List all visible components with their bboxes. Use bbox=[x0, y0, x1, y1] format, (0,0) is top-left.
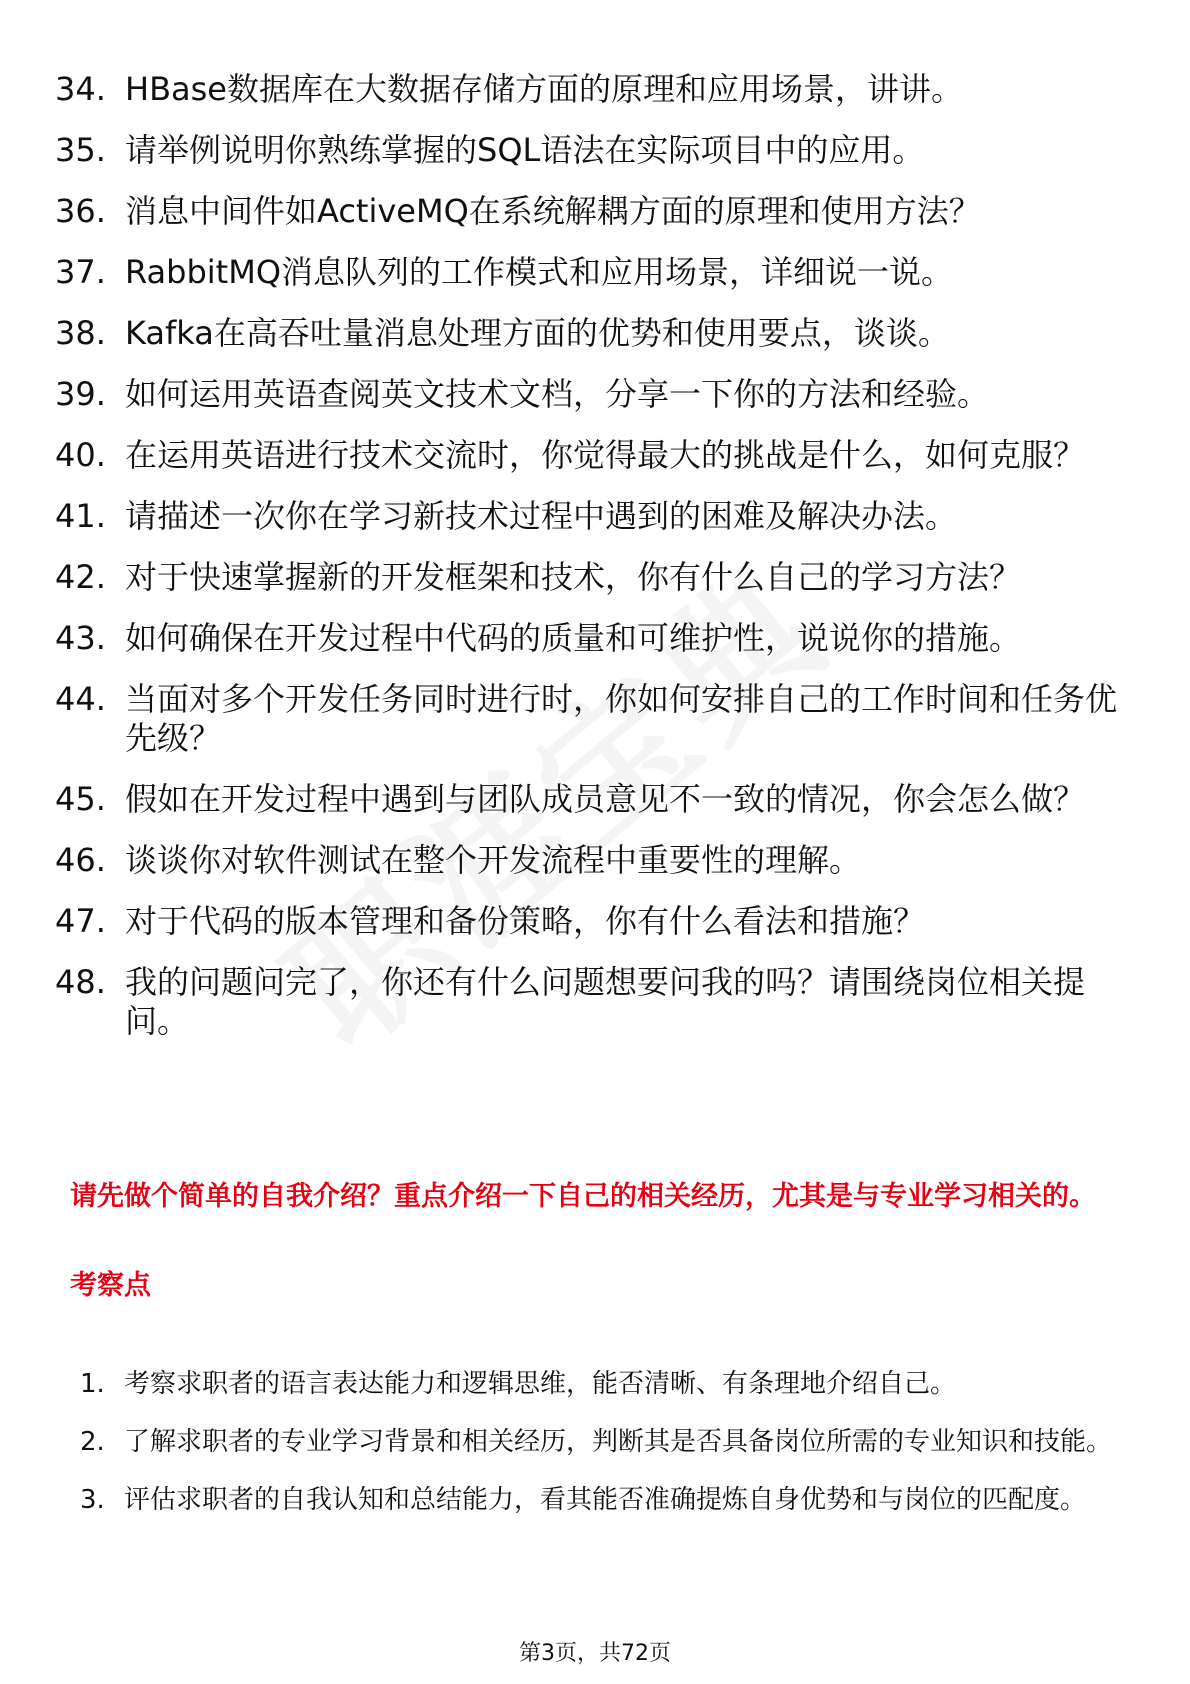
list-item bbox=[80, 1413, 1130, 1471]
list-item bbox=[55, 253, 1135, 292]
item-number: 39. bbox=[55, 375, 106, 413]
item-number: 34. bbox=[55, 70, 106, 108]
list-item bbox=[55, 131, 1135, 170]
list-item bbox=[55, 497, 1135, 536]
question-list bbox=[55, 70, 1135, 1063]
item-number: 45. bbox=[55, 780, 106, 818]
list-item bbox=[55, 558, 1135, 597]
list-item bbox=[55, 70, 1135, 109]
item-text: 对于快速掌握新的开发框架和技术，你有什么自己的学习方法？ bbox=[125, 558, 1022, 596]
item-text: 谈谈你对软件测试在整个开发流程中重要性的理解。 bbox=[125, 841, 862, 879]
item-text: HBase数据库在大数据存储方面的原理和应用场景，讲讲。 bbox=[125, 70, 963, 108]
list-item bbox=[55, 314, 1135, 353]
list-item bbox=[55, 963, 1135, 1041]
item-text: 如何运用英语查阅英文技术文档，分享一下你的方法和经验。 bbox=[125, 375, 990, 413]
list-item bbox=[55, 619, 1135, 658]
item-text: 考察求职者的语言表达能力和逻辑思维，能否清晰、有条理地介绍自己。 bbox=[124, 1369, 957, 1399]
item-text: 评估求职者的自我认知和总结能力，看其能否准确提炼自身优势和与岗位的匹配度。 bbox=[124, 1485, 1087, 1515]
list-item bbox=[55, 375, 1135, 414]
item-number: 35. bbox=[55, 131, 106, 169]
item-text: 当面对多个开发任务同时进行时，你如何安排自己的工作时间和任务优先级？ bbox=[125, 680, 1118, 757]
item-number: 2. bbox=[80, 1427, 105, 1457]
item-number: 44. bbox=[55, 680, 106, 718]
item-text: Kafka在高吞吐量消息处理方面的优势和使用要点，谈谈。 bbox=[125, 314, 950, 352]
item-text: 假如在开发过程中遇到与团队成员意见不一致的情况，你会怎么做？ bbox=[125, 780, 1086, 818]
list-item bbox=[55, 780, 1135, 819]
item-number: 47. bbox=[55, 902, 106, 940]
page-footer: 第3页，共72页 bbox=[519, 1641, 671, 1666]
item-text: 如何确保在开发过程中代码的质量和可维护性，说说你的措施。 bbox=[125, 619, 1022, 657]
item-number: 36. bbox=[55, 192, 106, 230]
item-number: 43. bbox=[55, 619, 106, 657]
item-number: 38. bbox=[55, 314, 106, 352]
item-text: 我的问题问完了，你还有什么问题想要问我的吗？请围绕岗位相关提问。 bbox=[125, 963, 1086, 1040]
item-number: 42. bbox=[55, 558, 106, 596]
item-text: 请描述一次你在学习新技术过程中遇到的困难及解决办法。 bbox=[125, 497, 958, 535]
list-item bbox=[80, 1471, 1130, 1529]
item-number: 1. bbox=[80, 1369, 105, 1399]
item-number: 48. bbox=[55, 963, 106, 1001]
item-number: 41. bbox=[55, 497, 106, 535]
section-heading: 考察点 bbox=[70, 1270, 151, 1301]
list-item bbox=[80, 1355, 1130, 1413]
assessment-point-list bbox=[80, 1355, 1130, 1529]
item-text: 在运用英语进行技术交流时，你觉得最大的挑战是什么，如何克服？ bbox=[125, 436, 1086, 474]
item-number: 3. bbox=[80, 1485, 105, 1515]
intro-question: 请先做个简单的自我介绍？重点介绍一下自己的相关经历，尤其是与专业学习相关的。 bbox=[70, 1181, 1096, 1212]
item-number: 40. bbox=[55, 436, 106, 474]
list-item bbox=[55, 902, 1135, 941]
item-text: 对于代码的版本管理和备份策略，你有什么看法和措施？ bbox=[125, 902, 926, 940]
list-item bbox=[55, 436, 1135, 475]
item-number: 46. bbox=[55, 841, 106, 879]
item-text: RabbitMQ消息队列的工作模式和应用场景，详细说一说。 bbox=[125, 253, 954, 291]
item-text: 了解求职者的专业学习背景和相关经历，判断其是否具备岗位所需的专业知识和技能。 bbox=[124, 1427, 1113, 1457]
list-item bbox=[55, 192, 1135, 231]
list-item bbox=[55, 680, 1135, 758]
item-text: 请举例说明你熟练掌握的SQL语法在实际项目中的应用。 bbox=[125, 131, 925, 169]
item-text: 消息中间件如ActiveMQ在系统解耦方面的原理和使用方法？ bbox=[125, 192, 981, 230]
list-item bbox=[55, 841, 1135, 880]
item-number: 37. bbox=[55, 253, 106, 291]
